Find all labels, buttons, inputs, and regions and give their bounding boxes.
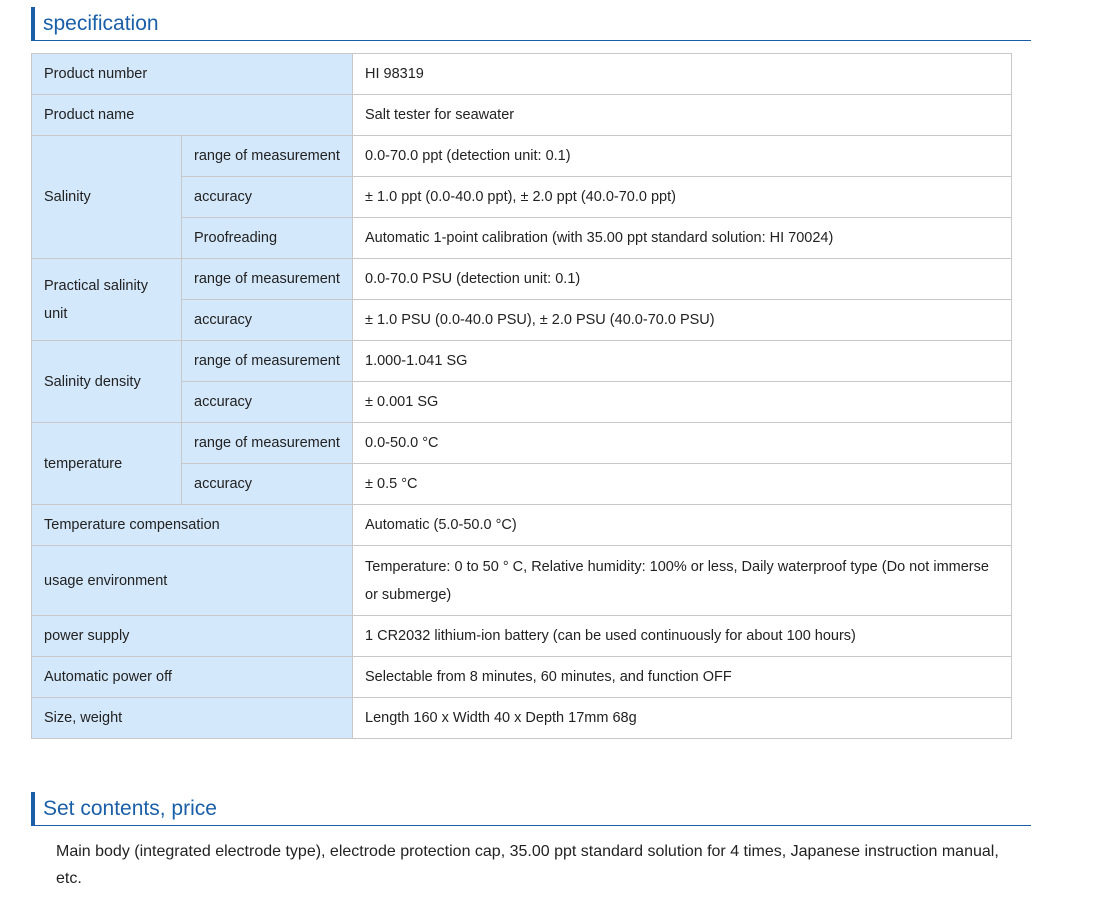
row-value: Automatic 1-point calibration (with 35.00 ppt standard solution: HI 70024): [353, 218, 1012, 259]
group-label: Practical salinity unit: [32, 259, 182, 341]
row-value: 0.0-70.0 PSU (detection unit: 0.1): [353, 259, 1012, 300]
row-value: Automatic (5.0-50.0 °C): [353, 505, 1012, 546]
row-value: 1 CR2032 lithium-ion battery (can be used continuously for about 100 hours): [353, 616, 1012, 657]
sub-label: Proofreading: [182, 218, 353, 259]
set-contents-text: Main body (integrated electrode type), electrode protection cap, 35.00 ppt standard solution for 4 times, Japanese instruction manual, etc.: [56, 843, 999, 887]
row-value: Length 160 x Width 40 x Depth 17mm 68g: [353, 698, 1012, 739]
sub-label: range of measurement: [182, 136, 353, 177]
row-label: Temperature compensation: [32, 505, 353, 546]
row-label: Size, weight: [32, 698, 353, 739]
sub-label: range of measurement: [182, 341, 353, 382]
row-label: usage environment: [32, 546, 353, 616]
table-row: [32, 54, 1012, 95]
table-row: [32, 616, 1012, 657]
sub-label: accuracy: [182, 464, 353, 505]
table-row: [32, 341, 1012, 382]
table-row: [32, 698, 1012, 739]
sub-label: range of measurement: [182, 423, 353, 464]
row-value: 0.0-50.0 °C: [353, 423, 1012, 464]
specification-heading: specification: [31, 7, 1031, 41]
sub-label: range of measurement: [182, 259, 353, 300]
specification-table: [31, 53, 1012, 739]
sub-label: accuracy: [182, 300, 353, 341]
group-label: Salinity: [32, 136, 182, 259]
row-value: ± 1.0 ppt (0.0-40.0 ppt), ± 2.0 ppt (40.0-70.0 ppt): [353, 177, 1012, 218]
row-value: ± 0.001 SG: [353, 382, 1012, 423]
sub-label: accuracy: [182, 177, 353, 218]
row-label: Automatic power off: [32, 657, 353, 698]
table-row: [32, 657, 1012, 698]
table-row: [32, 546, 1012, 616]
row-value: ± 1.0 PSU (0.0-40.0 PSU), ± 2.0 PSU (40.0-70.0 PSU): [353, 300, 1012, 341]
group-label: temperature: [32, 423, 182, 505]
table-row: [32, 423, 1012, 464]
row-label: Product number: [32, 54, 353, 95]
set-contents-heading: Set contents, price: [31, 792, 1031, 826]
row-value: ± 0.5 °C: [353, 464, 1012, 505]
group-label: Salinity density: [32, 341, 182, 423]
row-label: power supply: [32, 616, 353, 657]
sub-label: accuracy: [182, 382, 353, 423]
table-row: [32, 95, 1012, 136]
row-value: Temperature: 0 to 50 ° C, Relative humidity: 100% or less, Daily waterproof type (Do not immerse or submerge): [353, 546, 1012, 616]
table-row: [32, 259, 1012, 300]
row-value: 1.000-1.041 SG: [353, 341, 1012, 382]
row-value: 0.0-70.0 ppt (detection unit: 0.1): [353, 136, 1012, 177]
row-value: Salt tester for seawater: [353, 95, 1012, 136]
table-row: [32, 505, 1012, 546]
row-value: HI 98319: [353, 54, 1012, 95]
row-value: Selectable from 8 minutes, 60 minutes, and function OFF: [353, 657, 1012, 698]
row-label: Product name: [32, 95, 353, 136]
table-row: [32, 136, 1012, 177]
